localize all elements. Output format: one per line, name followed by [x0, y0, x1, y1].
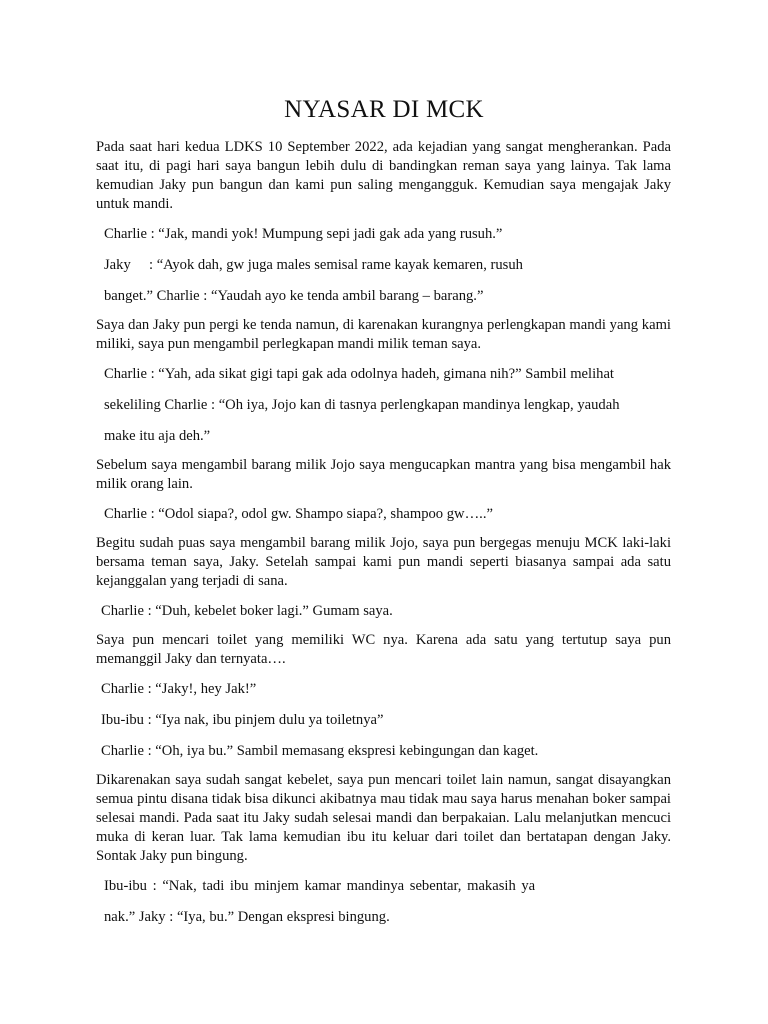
story-body	[96, 138, 671, 927]
dialog-line: Charlie : “Yah, ada sikat gigi tapi gak ada odolnya hadeh, gimana nih?” Sambil melihat	[104, 366, 614, 382]
dialog-line: Charlie : “Jak, mandi yok! Mumpung sepi jadi gak ada yang rusuh.”	[104, 226, 503, 242]
page-title: NYASAR DI MCK	[284, 96, 484, 123]
paragraph: Saya dan Jaky pun pergi ke tenda namun, di karenakan kurangnya perlengkapan mandi yang kami miliki, saya pun mengambil perlegkapan mandi milik teman saya.	[96, 317, 671, 352]
paragraph: Dikarenakan saya sudah sangat kebelet, saya pun mencari toilet lain namun, sangat disayangkan semua pintu disana tidak bisa dikunci akibatnya mau tidak mau saya harus menahan boker sampai selesai mandi. Pada saat itu Jaky sudah selesai mandi dan berpakaian. Lalu melanjutkan mencuci muka di keran luar. Tak lama kemudian ibu itu keluar dari toilet dan bertatapan dengan Jaky. Sontak Jaky pun bingung.	[96, 772, 671, 864]
dialog-line: nak.” Jaky : “Iya, bu.” Dengan ekspresi bingung.	[104, 909, 390, 925]
paragraph: Pada saat hari kedua LDKS 10 September 2022, ada kejadian yang sangat mengherankan. Pada saat itu, di pagi hari saya bangun lebih dulu di bandingkan reman saya yang lainya. Tak lama kemudian Jaky pun bangun dan kami pun saling mengangguk. Kemudian saya mengajak Jaky untuk mandi.	[96, 139, 671, 212]
dialog-line: make itu aja deh.”	[104, 428, 211, 444]
dialog-line: Charlie : “Jaky!, hey Jak!”	[101, 681, 257, 697]
dialog-line: sekeliling Charlie : “Oh iya, Jojo kan di tasnya perlengkapan mandinya lengkap, yaudah	[104, 397, 620, 413]
paragraph: Begitu sudah puas saya mengambil barang milik Jojo, saya pun bergegas menuju MCK laki-laki bersama teman saya, Jaky. Setelah sampai kami pun mandi seperti biasanya sampai ada satu kejanggalan yang terjadi di sana.	[96, 535, 671, 589]
dialog-line: banget.” Charlie : “Yaudah ayo ke tenda ambil barang – barang.”	[104, 288, 484, 304]
dialog-line: Ibu-ibu : “Iya nak, ibu pinjem dulu ya toiletnya”	[101, 712, 384, 728]
paragraph: Sebelum saya mengambil barang milik Jojo saya mengucapkan mantra yang bisa mengambil hak milik orang lain.	[96, 457, 671, 492]
paragraph: Saya pun mencari toilet yang memiliki WC nya. Karena ada satu yang tertutup saya pun memanggil Jaky dan ternyata….	[96, 632, 671, 667]
dialog-line: Charlie : “Duh, kebelet boker lagi.” Gumam saya.	[101, 603, 393, 619]
dialog-line: Jaky : “Ayok dah, gw juga males semisal rame kayak kemaren, rusuh	[104, 257, 523, 273]
dialog-line: Ibu-ibu : “Nak, tadi ibu minjem kamar mandinya sebentar, makasih ya	[104, 878, 536, 894]
dialog-line: Charlie : “Oh, iya bu.” Sambil memasang ekspresi kebingungan dan kaget.	[101, 743, 539, 759]
dialog-line: Charlie : “Odol siapa?, odol gw. Shampo siapa?, shampoo gw…..”	[104, 506, 493, 522]
